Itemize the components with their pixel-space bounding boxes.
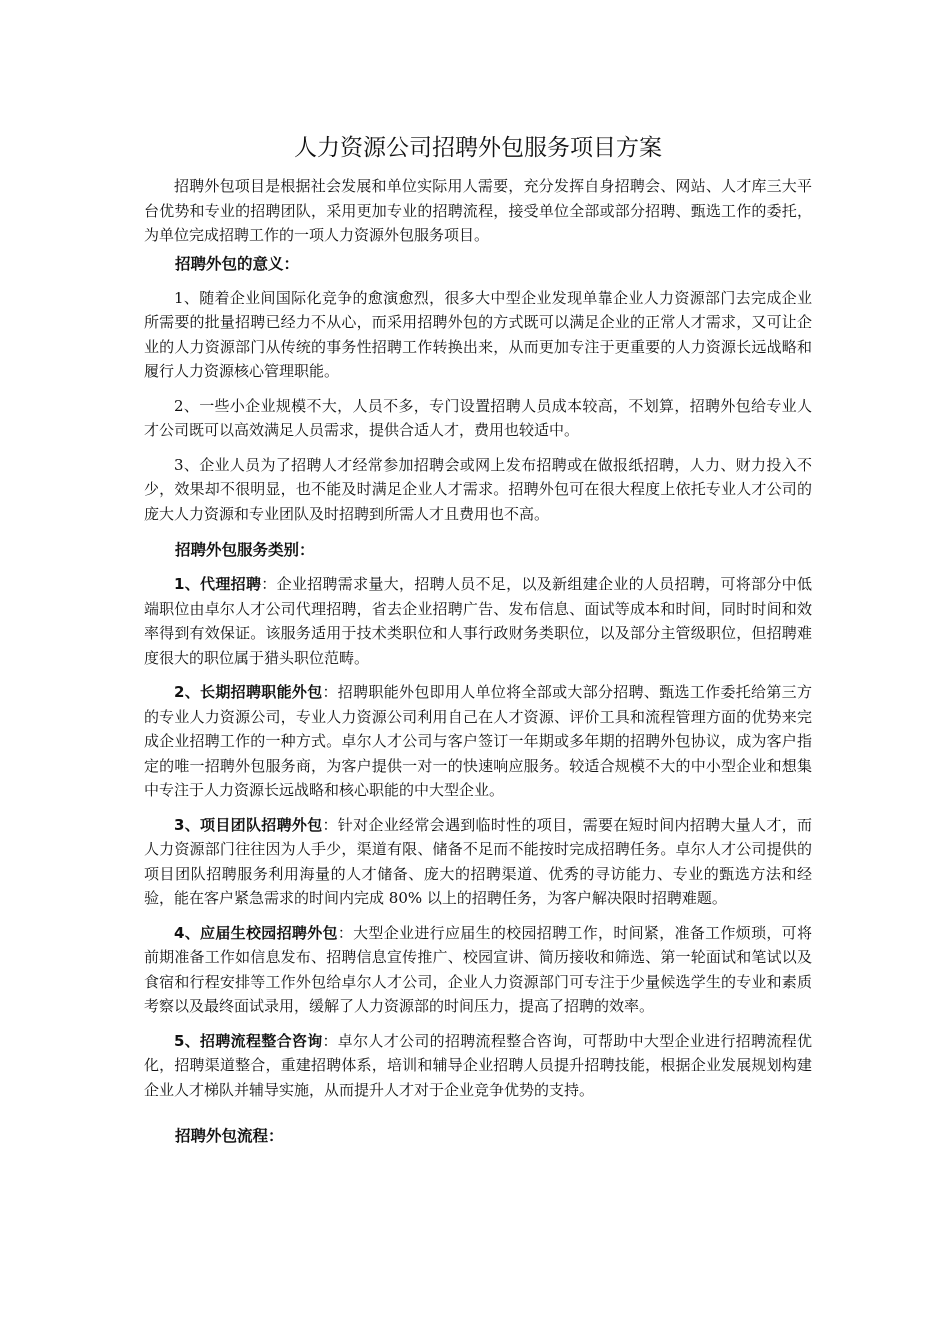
meaning-paragraph-2: 2、一些小企业规模不大，人员不多，专门设置招聘人员成本较高，不划算，招聘外包给专业人才公司既可以高效满足人员需求，提供合适人才，费用也较适中。	[144, 396, 812, 439]
document-title: 人力资源公司招聘外包服务项目方案	[294, 135, 662, 161]
service-text: ：针对企业经常会遇到临时性的项目，需要在短时间内招聘大量人才，而人力资源部门往往因为人手少，渠道有限、储备不足而不能按时完成招聘任务。卓尔人才公司提供的项目团队招聘服务利用海量的人才储备、庞大的招聘渠道、优秀的寻访能力、专业的甄选方法和经验，能在客户紧急需求的时间内完成 80% 以上的招聘任务，为客户解决限时招聘难题。	[144, 815, 812, 907]
service-text: ：企业招聘需求量大，招聘人员不足，以及新组建企业的人员招聘，可将部分中低端职位由卓尔人才公司代理招聘，省去企业招聘广告、发布信息、面试等成本和时间，同时时间和效率得到有效保证。该服务适用于技术类职位和人事行政财务类职位，以及部分主管级职位，但招聘难度很大的职位属于猎头职位范畴。	[144, 575, 812, 667]
intro-paragraph: 招聘外包项目是根据社会发展和单位实际用人需要，充分发挥自身招聘会、网站、人才库三大平台优势和专业的招聘团队，采用更加专业的招聘流程，接受单位全部或部分招聘、甄选工作的委托，为单位完成招聘工作的一项人力资源外包服务项目。	[144, 177, 812, 244]
service-label: 4、应届生校园招聘外包	[174, 923, 338, 942]
document-body	[144, 128, 812, 1150]
service-label: 1、代理招聘	[174, 575, 262, 593]
section-heading-meaning: 招聘外包的意义：	[175, 254, 300, 273]
service-text: ：大型企业进行应届生的校园招聘工作，时间紧，准备工作烦琐，可将前期准备工作如信息发布、招聘信息宣传推广、校园宣讲、简历接收和筛选、第一轮面试和笔试以及食宿和行程安排等工作外包给卓尔人才公司，企业人力资源部门可专注于少量候选学生的专业和素质考察以及最终面试录用，缓解了人力资源部的时间压力，提高了招聘的效率。	[144, 923, 812, 1015]
meaning-paragraph-1: 1、随着企业间国际化竞争的愈演愈烈，很多大中型企业发现单靠企业人力资源部门去完成企业所需要的批量招聘已经力不从心，而采用招聘外包的方式既可以满足企业的正常人才需求，又可让企业的人力资源部门从传统的事务性招聘工作转换出来，从而更加专注于更重要的人力资源长远战略和履行人力资源核心管理职能。	[144, 288, 812, 380]
service-label: 3、项目团队招聘外包	[174, 815, 323, 834]
meaning-paragraph-3: 3、企业人员为了招聘人才经常参加招聘会或网上发布招聘或在做报纸招聘，人力、财力投入不少，效果却不很明显，也不能及时满足企业人才需求。招聘外包可在很大程度上依托专业人才公司的庞大人力资源和专业团队及时招聘到所需人才且费用也不高。	[144, 455, 812, 523]
section-heading-categories: 招聘外包服务类别：	[175, 541, 315, 559]
service-item-agency	[144, 572, 812, 670]
service-item-project-team	[144, 813, 812, 911]
service-text: ：卓尔人才公司的招聘流程整合咨询，可帮助中大型企业进行招聘流程优化，招聘渠道整合，重建招聘体系，培训和辅导企业招聘人员提升招聘技能，根据企业发展规划构建企业人才梯队并辅导实施，从而提升人才对于企业竞争优势的支持。	[144, 1031, 812, 1099]
section-heading-process: 招聘外包流程：	[175, 1127, 284, 1145]
service-item-process-consulting	[144, 1029, 812, 1103]
service-text: ：招聘职能外包即用人单位将全部或大部分招聘、甄选工作委托给第三方的专业人力资源公司，专业人力资源公司利用自己在人才资源、评价工具和流程管理方面的优势来完成企业招聘工作的一种方式。卓尔人才公司与客户签订一年期或多年期的招聘外包协议，成为客户指定的唯一招聘外包服务商，为客户提供一对一的快速响应服务。较适合规模不大的中小型企业和想集中专注于人力资源长远战略和核心职能的中大型企业。	[144, 683, 812, 799]
service-item-long-term	[144, 680, 812, 803]
service-label: 2、长期招聘职能外包	[174, 683, 323, 701]
service-label: 5、招聘流程整合咨询	[174, 1031, 323, 1050]
service-item-campus	[144, 921, 812, 1019]
